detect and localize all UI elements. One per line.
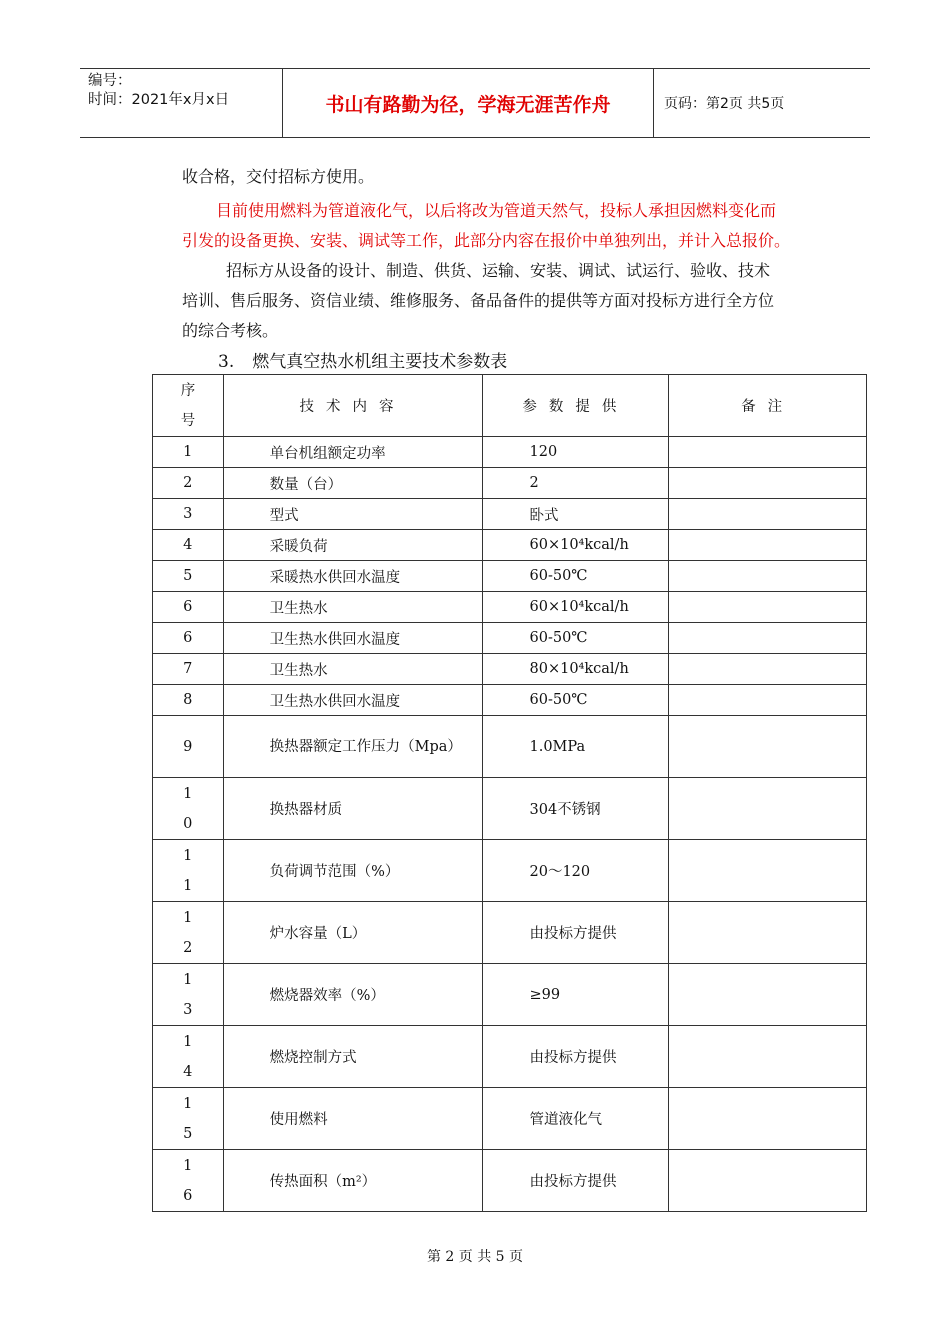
row-remark xyxy=(669,964,867,1026)
row-remark xyxy=(669,1150,867,1212)
row-value: 由投标方提供 xyxy=(482,902,669,964)
table-row xyxy=(153,902,867,964)
row-value: 由投标方提供 xyxy=(482,1150,669,1212)
evaluation-line-2: 培训、售后服务、资信业绩、维修服务、备品备件的提供等方面对投标方进行全方位 xyxy=(182,291,775,310)
row-number: 8 xyxy=(153,685,224,716)
table-row xyxy=(153,1026,867,1088)
row-remark xyxy=(669,778,867,840)
row-number: 9 xyxy=(153,716,224,778)
table-row xyxy=(153,964,867,1026)
paragraph-fuel-note xyxy=(182,196,822,256)
table-header-row xyxy=(153,375,867,437)
row-value: 120 xyxy=(482,437,669,468)
row-item: 单台机组额定功率 xyxy=(223,437,482,468)
evaluation-line-1: 招标方从设备的设计、制造、供货、运输、安装、调试、试运行、验收、技术 xyxy=(226,261,771,280)
row-number: 11 xyxy=(153,840,224,902)
table-row xyxy=(153,778,867,840)
header-motto: 书山有路勤为径，学海无涯苦作舟 xyxy=(282,69,654,137)
fuel-note-line-1: 目前使用燃料为管道液化气，以后将改为管道天然气，投标人承担因燃料变化而 xyxy=(216,201,777,220)
evaluation-line-3: 的综合考核。 xyxy=(182,321,279,340)
row-value: 60-50℃ xyxy=(482,623,669,654)
row-remark xyxy=(669,716,867,778)
row-number: 10 xyxy=(153,778,224,840)
table-row xyxy=(153,1150,867,1212)
row-remark xyxy=(669,654,867,685)
row-item: 数量（台） xyxy=(223,468,482,499)
row-remark xyxy=(669,468,867,499)
table-row xyxy=(153,716,867,778)
row-value: 20～120 xyxy=(482,840,669,902)
row-number: 7 xyxy=(153,654,224,685)
paragraph-evaluation xyxy=(182,256,822,346)
row-remark xyxy=(669,499,867,530)
row-remark xyxy=(669,437,867,468)
row-value: 60-50℃ xyxy=(482,685,669,716)
row-value: 卧式 xyxy=(482,499,669,530)
header-item: 技术内容 xyxy=(223,375,482,437)
row-item: 燃烧器效率（%） xyxy=(223,964,482,1026)
time-label: 时间：2021年x月x日 xyxy=(88,92,230,108)
row-number: 1 xyxy=(153,437,224,468)
row-remark xyxy=(669,1088,867,1150)
row-value: 1.0MPa xyxy=(482,716,669,778)
row-item: 炉水容量（L） xyxy=(223,902,482,964)
row-value: 60×10⁴kcal/h xyxy=(482,592,669,623)
row-number: 2 xyxy=(153,468,224,499)
row-remark xyxy=(669,592,867,623)
row-value: 2 xyxy=(482,468,669,499)
row-number: 14 xyxy=(153,1026,224,1088)
row-item: 卫生热水 xyxy=(223,592,482,623)
table-row xyxy=(153,499,867,530)
table-row xyxy=(153,840,867,902)
header-no: 序号 xyxy=(153,375,224,437)
table-row xyxy=(153,685,867,716)
row-value: ≥99 xyxy=(482,964,669,1026)
row-value: 80×10⁴kcal/h xyxy=(482,654,669,685)
row-value: 60×10⁴kcal/h xyxy=(482,530,669,561)
table-row xyxy=(153,468,867,499)
table-row xyxy=(153,1088,867,1150)
row-item: 卫生热水供回水温度 xyxy=(223,623,482,654)
row-remark xyxy=(669,530,867,561)
row-number: 16 xyxy=(153,1150,224,1212)
row-item: 卫生热水 xyxy=(223,654,482,685)
row-number: 3 xyxy=(153,499,224,530)
table-row xyxy=(153,654,867,685)
table-title-text: 燃气真空热水机组主要技术参数表 xyxy=(252,352,508,372)
row-item: 型式 xyxy=(223,499,482,530)
row-value: 304不锈钢 xyxy=(482,778,669,840)
table-row xyxy=(153,561,867,592)
header-value: 参数提供 xyxy=(482,375,669,437)
header-remark: 备注 xyxy=(669,375,867,437)
row-number: 6 xyxy=(153,623,224,654)
page-header xyxy=(80,68,870,138)
row-number: 13 xyxy=(153,964,224,1026)
row-number: 15 xyxy=(153,1088,224,1150)
page-footer: 第 2 页 共 5 页 xyxy=(426,1249,524,1265)
fuel-note-line-2: 引发的设备更换、安装、调试等工作，此部分内容在报价中单独列出，并计入总报价。 xyxy=(182,231,791,250)
table-title-number: 3. xyxy=(218,352,235,372)
row-remark xyxy=(669,1026,867,1088)
table-row xyxy=(153,592,867,623)
row-number: 5 xyxy=(153,561,224,592)
row-number: 12 xyxy=(153,902,224,964)
row-value: 管道液化气 xyxy=(482,1088,669,1150)
row-value: 由投标方提供 xyxy=(482,1026,669,1088)
row-item: 采暖热水供回水温度 xyxy=(223,561,482,592)
paragraph-acceptance: 收合格，交付招标方使用。 xyxy=(182,167,375,186)
table-row xyxy=(153,437,867,468)
row-remark xyxy=(669,623,867,654)
table-row xyxy=(153,530,867,561)
row-item: 使用燃料 xyxy=(223,1088,482,1150)
row-item: 卫生热水供回水温度 xyxy=(223,685,482,716)
row-item: 负荷调节范围（%） xyxy=(223,840,482,902)
row-number: 4 xyxy=(153,530,224,561)
row-item: 燃烧控制方式 xyxy=(223,1026,482,1088)
row-remark xyxy=(669,902,867,964)
row-item: 传热面积（m²） xyxy=(223,1150,482,1212)
row-remark xyxy=(669,685,867,716)
number-label: 编号： xyxy=(88,73,132,89)
header-meta xyxy=(80,69,282,137)
header-page-number: 页码：第2页 共5页 xyxy=(664,96,785,112)
row-remark xyxy=(669,840,867,902)
row-number: 6 xyxy=(153,592,224,623)
row-item: 换热器额定工作压力（Mpa） xyxy=(223,716,482,778)
row-item: 换热器材质 xyxy=(223,778,482,840)
row-item: 采暖负荷 xyxy=(223,530,482,561)
tech-params-table xyxy=(152,374,867,1212)
row-remark xyxy=(669,561,867,592)
table-row xyxy=(153,623,867,654)
row-value: 60-50℃ xyxy=(482,561,669,592)
table-title xyxy=(218,347,507,372)
